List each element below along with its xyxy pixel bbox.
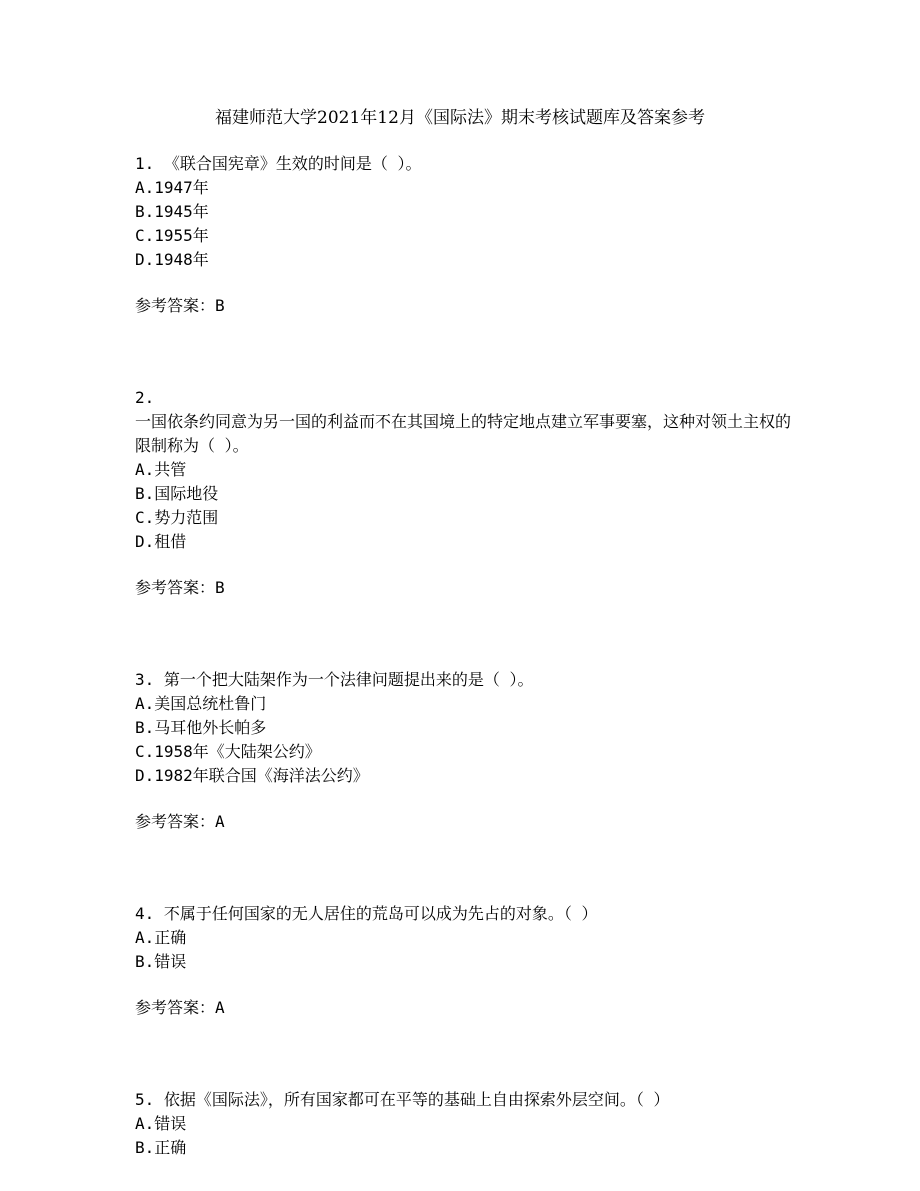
question-1: [135, 152, 795, 318]
option-b: B.1945年: [135, 202, 209, 221]
option-d: D.租借: [135, 532, 187, 551]
question-number: 4.: [135, 904, 155, 923]
question-number: 3.: [135, 670, 155, 689]
option-c: C.1955年: [135, 226, 209, 245]
question-text: 不属于任何国家的无人居住的荒岛可以成为先占的对象。（ ）: [163, 904, 598, 923]
answer-value: B: [215, 578, 225, 597]
spacer: [135, 622, 795, 668]
answer-label: 参考答案：: [135, 998, 216, 1017]
answer-line: [135, 294, 795, 318]
question-text: 一国依条约同意为另一国的利益而不在其国境上的特定地点建立军事要塞，这种对领土主权的限制称为（ ）。: [135, 412, 792, 455]
answer-line: [135, 996, 795, 1020]
answer-value: A: [215, 998, 225, 1017]
question-number: 5.: [135, 1090, 155, 1109]
answer-label: 参考答案：: [135, 578, 216, 597]
spacer: [135, 340, 795, 386]
answer-value: B: [215, 296, 225, 315]
question-3: [135, 668, 795, 834]
question-5: [135, 1088, 795, 1160]
question-2: [135, 386, 795, 600]
option-a: A.共管: [135, 460, 187, 479]
question-4: [135, 902, 795, 1020]
option-a: A.1947年: [135, 178, 209, 197]
answer-line: [135, 810, 795, 834]
question-list: [135, 152, 795, 1182]
answer-label: 参考答案：: [135, 812, 216, 831]
option-d: D.1948年: [135, 250, 209, 269]
option-c: C.势力范围: [135, 508, 219, 527]
question-text: 第一个把大陆架作为一个法律问题提出来的是（ ）。: [163, 670, 534, 689]
answer-label: 参考答案：: [135, 296, 216, 315]
answer-line: [135, 576, 795, 600]
question-text: 依据《国际法》，所有国家都可在平等的基础上自由探索外层空间。（ ）: [163, 1090, 670, 1109]
option-a: A.美国总统杜鲁门: [135, 694, 267, 713]
option-d: D.1982年联合国《海洋法公约》: [135, 766, 369, 785]
option-b: B.国际地役: [135, 484, 219, 503]
option-c: C.1958年《大陆架公约》: [135, 742, 321, 761]
option-a: A.错误: [135, 1114, 187, 1133]
question-number: 2.: [135, 388, 155, 407]
option-b: B.错误: [135, 952, 187, 971]
option-b: B.马耳他外长帕多: [135, 718, 267, 737]
document-title: 福建师范大学2021年12月《国际法》期末考核试题库及答案参考: [215, 108, 705, 128]
question-text: 《联合国宪章》生效的时间是（ ）。: [163, 154, 422, 173]
spacer: [135, 856, 795, 902]
spacer: [135, 1042, 795, 1088]
question-number: 1.: [135, 154, 155, 173]
answer-value: A: [215, 812, 225, 831]
option-b: B.正确: [135, 1138, 187, 1157]
option-a: A.正确: [135, 928, 187, 947]
